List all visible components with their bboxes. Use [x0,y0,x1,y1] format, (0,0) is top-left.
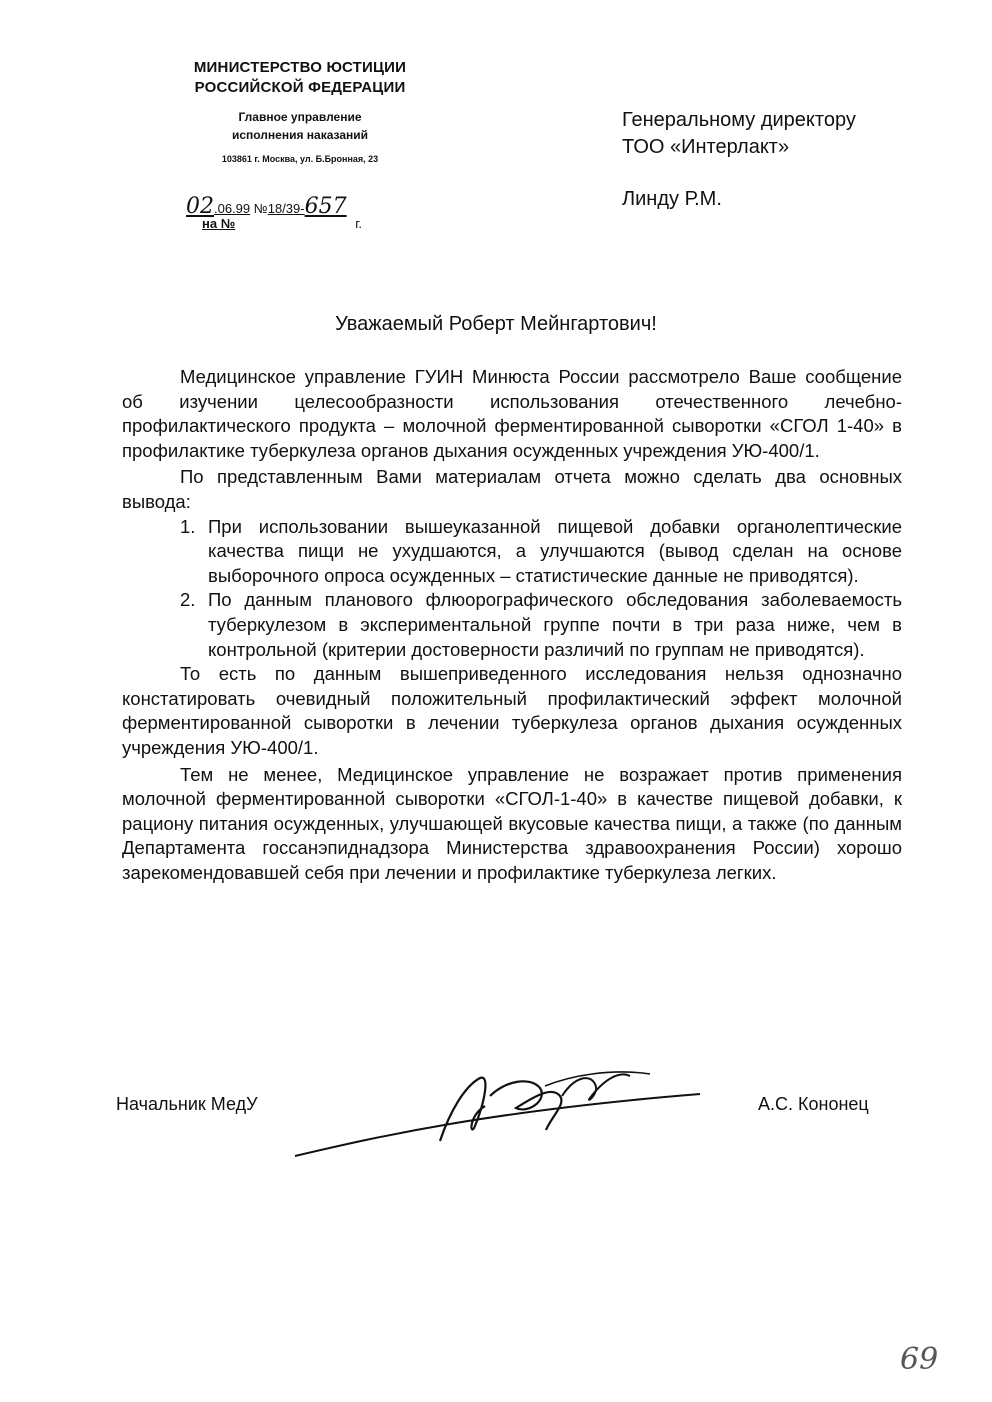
signatory-title: Начальник МедУ [116,1094,258,1114]
recipient-block [622,107,856,213]
recipient-name: Линду Р.М. [622,188,722,210]
issuer-address: 103861 г. Москва, ул. Б.Бронная, 23 [221,154,379,164]
salutation: Уважаемый Роберт Мейнгартович! [335,313,657,335]
recipient-company: ТОО «Интерлакт» [622,136,790,158]
signatory-name: А.С. Кононец [758,1094,869,1114]
list-item-text: При использовании вышеуказанной пищевой добавки органолептические качества пищи не ухудшаются, а улучшаются (вывод сделан на основе выборочного опроса осужденных – статистические данные не приводятся). [208,515,902,586]
list-item-number: 1. [180,515,196,537]
department-name [150,108,450,144]
department-line1: Главное управление [238,110,362,124]
letter-body [122,365,902,885]
handwritten-signature [290,1056,710,1166]
registration-date: .06.99 [214,201,251,216]
page-number: 69 [900,1342,939,1377]
registration-number: 18/39- [267,201,305,216]
list-item [180,588,902,662]
ministry-name-line2: РОССИЙСКОЙ ФЕДЕРАЦИИ [194,79,406,96]
reference-label: на № [202,216,236,231]
list-item-number: 2. [180,589,196,611]
reference-line [202,216,362,231]
list-item-text: По данным планового флюорографического обследования заболеваемость туберкулезом в экспериментальной группе почти в три раза ниже, чем в контрольной (критерии достоверности различий по группам не приводятся). [208,589,902,660]
issuer-block [150,58,450,164]
paragraph-1: Медицинское управление ГУИН Минюста России рассмотрело Ваше сообщение об изучении целесообразности использования отечественного лечебно-профилактического продукта – молочной ферментированной сыворотки «СГОЛ 1-40» в профилактике туберкулеза органов дыхания осужденных учреждения УЮ-400/1. [122,366,902,461]
paragraph-4: Тем не менее, Медицинское управление не возражает против применения молочной ферментированной сыворотки «СГОЛ-1-40» в качестве пищевой добавки, к рациону питания осужденных, улучшающей вкусовые качества пищи, а также (по данным Департамента госсанэпиднадзора Министерства здравоохранения России) хорошо зарекомендовавшей себя при лечении и профилактике туберкулеза легких. [122,763,902,883]
reference-year-suffix: г. [355,216,362,231]
recipient-title: Генеральному директору [622,109,856,131]
ministry-name-line1: МИНИСТЕРСТВО ЮСТИЦИИ [193,59,407,76]
paragraph-2: По представленным Вами материалам отчета можно сделать два основных вывода: [122,466,902,512]
list-item [180,515,902,589]
registration-number-prefix: № [253,201,268,216]
department-line2: исполнения наказаний [231,128,369,142]
registration-number-handwritten: 657 [304,194,347,219]
registration-day: 02 [186,194,214,219]
paragraph-3: То есть по данным вышеприведенного исследования нельзя однозначно констатировать очевидный положительный профилактический эффект молочной ферментированной сыворотки в лечении туберкулеза органов дыхания осужденных учреждения УЮ-400/1. [122,663,902,758]
conclusions-list [122,515,902,663]
